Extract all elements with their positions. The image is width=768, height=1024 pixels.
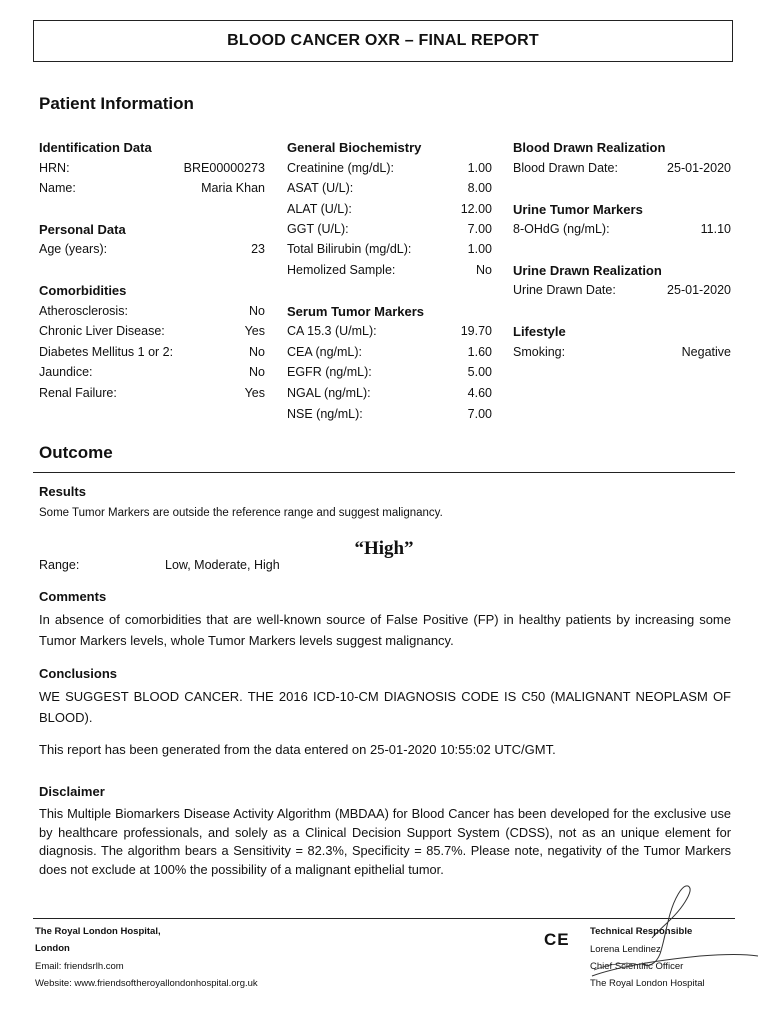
biochem-row [287, 263, 492, 277]
comorbidity-value: No [249, 304, 265, 318]
comorbidity-label: Renal Failure: [39, 386, 117, 400]
comorbidity-label: Chronic Liver Disease: [39, 324, 165, 338]
comorbidity-label: Atherosclerosis: [39, 304, 128, 318]
serum-marker-value: 5.00 [467, 365, 492, 379]
comments-text: In absence of comorbidities that are well-known source of False Positive (FP) in healthy patients by increasing some Tumor Markers levels, whole Tumor Markers levels suggest malignancy. [39, 612, 731, 648]
lifestyle-heading: Lifestyle [513, 324, 566, 339]
serum-marker-row [287, 324, 492, 338]
smoking-label: Smoking: [513, 345, 566, 359]
tech-org: The Royal London Hospital [590, 978, 705, 989]
biochem-value: 7.00 [467, 222, 492, 236]
biochem-row [287, 222, 492, 236]
comorbidity-value: No [249, 365, 265, 379]
conclusions-heading: Conclusions [39, 666, 118, 681]
comorbidity-row [39, 345, 265, 359]
biochem-row [287, 242, 492, 256]
age-value: 23 [251, 242, 265, 256]
smoking-row [513, 345, 731, 359]
serum-marker-value: 1.60 [467, 345, 492, 359]
range-label: Range: [39, 558, 80, 572]
comorbidity-label: Jaundice: [39, 365, 93, 379]
smoking-value: Negative [681, 345, 731, 359]
biochem-value: 8.00 [467, 181, 492, 195]
footer-divider [33, 918, 735, 919]
ohdg-value: 11.10 [700, 222, 731, 236]
hospital-email: Email: friendsrlh.com [35, 961, 124, 972]
outcome-level: “High” [354, 538, 414, 559]
blood-drawn-value: 25-01-2020 [667, 161, 731, 175]
biochem-label: ALAT (U/L): [287, 202, 352, 216]
outcome-divider [33, 472, 735, 473]
biochem-label: GGT (U/L): [287, 222, 349, 236]
results-heading: Results [39, 484, 86, 499]
serum-marker-label: NSE (ng/mL): [287, 407, 363, 421]
urine-markers-heading: Urine Tumor Markers [513, 202, 643, 217]
serum-marker-row [287, 345, 492, 359]
serum-marker-label: NGAL (ng/mL): [287, 386, 371, 400]
comments-heading: Comments [39, 589, 107, 604]
comorbidity-row [39, 324, 265, 338]
serum-marker-row [287, 407, 492, 421]
tech-responsible-heading: Technical Responsible [590, 926, 693, 937]
disclaimer-heading: Disclaimer [39, 784, 105, 799]
blood-drawn-heading: Blood Drawn Realization [513, 140, 666, 155]
biochem-row [287, 202, 492, 216]
comorbidity-label: Diabetes Mellitus 1 or 2: [39, 345, 174, 359]
biochemistry-heading: General Biochemistry [287, 140, 422, 155]
comorbidity-row [39, 304, 265, 318]
serum-marker-value: 7.00 [467, 407, 492, 421]
hospital-name: The Royal London Hospital, [35, 926, 161, 937]
disclaimer-text: This Multiple Biomarkers Disease Activity Algorithm (MBDAA) for Blood Cancer has been developed for the exclusive use by healthcare professionals, and solely as a Clinical Decision Support System (CDSS), not as an unique element for diagnosis. The algorithm bears a Sensitivity = 82.3%, Specificity = 85.7%. Please note, negativity of the Tumor Markers does not exclude at 100% the possibility of a malignant epithelial tumor. [39, 806, 731, 877]
biochem-label: Hemolized Sample: [287, 263, 396, 277]
identification-heading: Identification Data [39, 140, 152, 155]
serum-marker-label: EGFR (ng/mL): [287, 365, 372, 379]
comorbidity-value: Yes [244, 386, 265, 400]
tech-name: Lorena Lendinez [590, 944, 661, 955]
serum-marker-value: 4.60 [467, 386, 492, 400]
urine-drawn-label: Urine Drawn Date: [513, 283, 616, 297]
ce-mark-icon: CE [544, 930, 570, 949]
serum-marker-label: CEA (ng/mL): [287, 345, 363, 359]
name-value: Maria Khan [201, 181, 265, 195]
hrn-label: HRN: [39, 161, 70, 175]
age-label: Age (years): [39, 242, 108, 256]
comorbidity-value: No [249, 345, 265, 359]
biochem-row [287, 161, 492, 175]
urine-drawn-heading: Urine Drawn Realization [513, 263, 662, 278]
report-title: BLOOD CANCER OXR – FINAL REPORT [33, 20, 733, 62]
generated-text: This report has been generated from the data entered on 25-01-2020 10:55:02 UTC/GMT. [39, 742, 556, 757]
urine-drawn-row [513, 283, 731, 297]
serum-marker-label: CA 15.3 (U/mL): [287, 324, 377, 338]
urine-drawn-value: 25-01-2020 [667, 283, 731, 297]
name-row [39, 181, 265, 195]
blood-drawn-row [513, 161, 731, 175]
biochem-value: 1.00 [467, 161, 492, 175]
conclusions-text: WE SUGGEST BLOOD CANCER. THE 2016 ICD-10-CM DIAGNOSIS CODE IS C50 (MALIGNANT NEOPLASM OF BLOOD). [39, 689, 731, 725]
serum-marker-value: 19.70 [460, 324, 492, 338]
biochem-label: Creatinine (mg/dL): [287, 161, 394, 175]
blood-drawn-label: Blood Drawn Date: [513, 161, 618, 175]
biochem-label: ASAT (U/L): [287, 181, 354, 195]
hrn-row [39, 161, 265, 175]
personal-data-heading: Personal Data [39, 222, 126, 237]
hrn-value: BRE00000273 [183, 161, 265, 175]
comorbidity-row [39, 386, 265, 400]
outcome-heading: Outcome [39, 443, 113, 462]
patient-info-heading: Patient Information [39, 94, 194, 113]
ohdg-row [513, 222, 731, 236]
age-row [39, 242, 265, 256]
biochem-value: 12.00 [460, 202, 492, 216]
comorbidity-row [39, 365, 265, 379]
serum-marker-row [287, 386, 492, 400]
biochem-value: No [476, 263, 492, 277]
biochem-label: Total Bilirubin (mg/dL): [287, 242, 412, 256]
tech-role: Chief Scientific Officer [590, 961, 684, 972]
hospital-city: London [35, 943, 70, 954]
name-label: Name: [39, 181, 76, 195]
comorbidity-value: Yes [244, 324, 265, 338]
serum-markers-heading: Serum Tumor Markers [287, 304, 425, 319]
results-text: Some Tumor Markers are outside the reference range and suggest malignancy. [39, 507, 443, 519]
hospital-website: Website: www.friendsoftheroyallondonhospital.org.uk [35, 978, 258, 989]
range-value: Low, Moderate, High [165, 558, 280, 572]
biochem-row [287, 181, 492, 195]
biochem-value: 1.00 [467, 242, 492, 256]
serum-marker-row [287, 365, 492, 379]
ohdg-label: 8-OHdG (ng/mL): [513, 222, 610, 236]
comorbidities-heading: Comorbidities [39, 283, 127, 298]
